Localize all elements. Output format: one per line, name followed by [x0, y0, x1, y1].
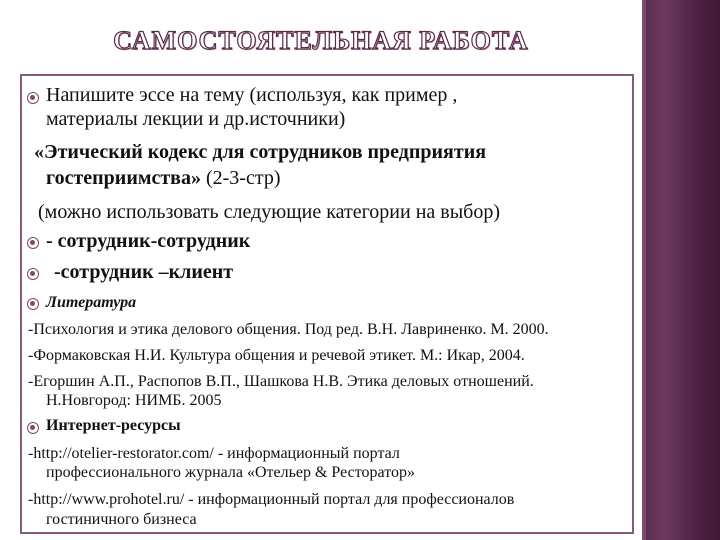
- internet-heading: Интернет-ресурсы: [46, 417, 181, 434]
- essay-topic-pages: (2-3-стр): [200, 167, 281, 189]
- literature-item: -Формаковская Н.И. Культура общения и речевой этикет. М.: Икар, 2004.: [28, 347, 525, 364]
- literature-item-continuation: Н.Новгород: НИМБ. 2005: [46, 392, 222, 409]
- essay-instruction-line1: Напишите эссе на тему (используя, как пример ,: [46, 84, 458, 106]
- essay-topic-line2-bold: гостеприимства»: [46, 167, 201, 189]
- literature-item: -Егоршин А.П., Распопов В.П., Шашкова Н.В. Этика деловых отношений.: [28, 373, 534, 390]
- internet-item-continuation: гостиничного бизнеса: [46, 511, 197, 528]
- bullet-icon: [27, 268, 39, 280]
- literature-heading: Литература: [46, 294, 137, 311]
- bullet-icon: [27, 92, 39, 104]
- category-employee-employee: - сотрудник-сотрудник: [46, 230, 251, 252]
- bullet-icon: [27, 237, 39, 249]
- literature-item: -Психология и этика делового общения. Под ред. В.Н. Лавриненко. М. 2000.: [28, 321, 549, 338]
- slide-title: САМОСТОЯТЕЛЬНАЯ РАБОТА: [113, 26, 529, 55]
- category-employee-client: -сотрудник –клиент: [54, 261, 234, 283]
- internet-item: -http://www.prohotel.ru/ - информационный портал для профессионалов: [28, 491, 515, 508]
- internet-item: -http://otelier-restorator.com/ - информационный портал: [28, 445, 400, 462]
- bullet-icon: [27, 422, 39, 434]
- essay-topic-line1: «Этический кодекс для сотрудников предприятия: [34, 141, 487, 163]
- bullet-icon: [27, 298, 39, 310]
- essay-topic-line2: [46, 167, 281, 190]
- internet-item-continuation: профессионального журнала «Отельер & Ресторатор»: [46, 464, 415, 481]
- decorative-sidebar: [642, 0, 720, 540]
- essay-instruction-line2: материалы лекции и др.источники): [46, 108, 346, 130]
- categories-note: (можно использовать следующие категории на выбор): [38, 201, 501, 223]
